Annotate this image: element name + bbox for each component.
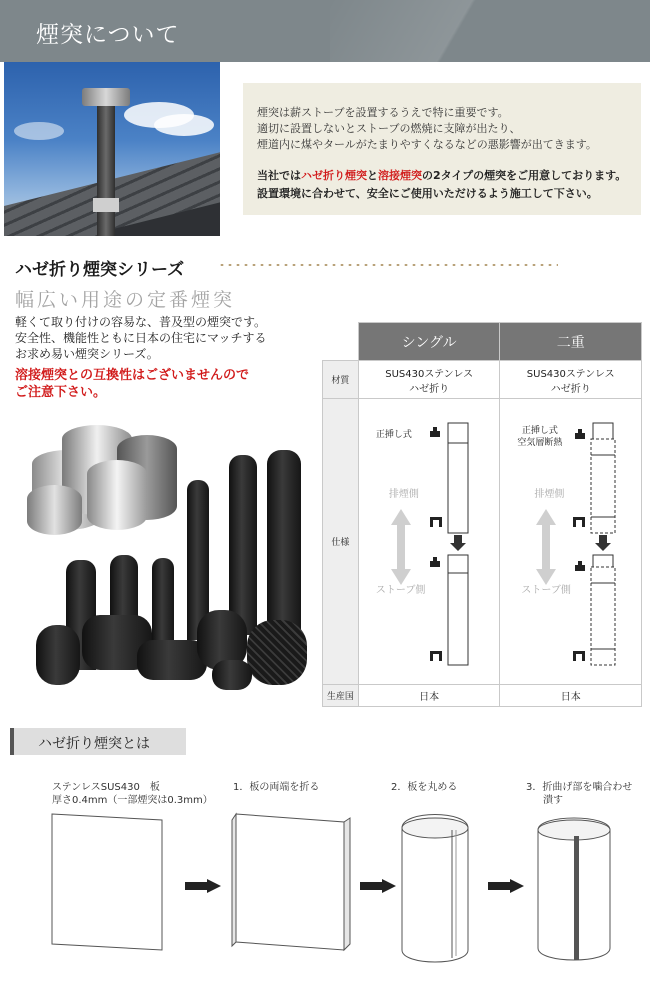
step-label-3: 3．折曲げ部を噛合わせ 潰す (526, 782, 633, 806)
process-illustrations (0, 800, 650, 970)
column-header-single: シングル (358, 323, 500, 361)
single-diagram: 正挿し式 排煙側 ストーブ側 (358, 399, 500, 685)
series-title: ハゼ折り煙突シリーズ (15, 260, 185, 280)
double-diagram: 正挿し式 空気層断熱 排煙側 ストーブ側 (500, 399, 642, 685)
step-label-0: ステンレスSUS430 板 厚さ0.4mm（一部煙突は0.3mm） (52, 782, 213, 806)
intro-strong-line: 当社ではハゼ折り煙突と溶接煙突の2タイプの煙突をご用意しております。 (257, 169, 627, 182)
row-label-origin: 生産国 (323, 685, 359, 707)
compatibility-warning: 溶接煙突との互換性はございませんので ご注意下さい。 (15, 368, 250, 400)
spec-table (322, 322, 642, 707)
folded-plate (236, 814, 344, 950)
column-header-double: 二重 (500, 323, 642, 361)
row-label-spec: 仕様 (323, 399, 359, 685)
closed-tube (538, 818, 610, 960)
origin-single: 日本 (358, 685, 500, 707)
series-subtitle: 幅広い用途の定番煙突 (15, 289, 236, 311)
intro-line: 適切に設置しないとストーブの燃焼に支障が出たり、 (257, 122, 521, 135)
row-label-material: 材質 (323, 361, 359, 399)
arrow-right-icon (360, 879, 398, 893)
material-double: SUS430ステンレス ハゼ折り (500, 361, 642, 399)
step-label-1: 1．板の両端を折る (233, 782, 320, 793)
dotted-divider (218, 264, 558, 266)
product-photo (22, 410, 322, 705)
series-description (15, 314, 267, 362)
material-single: SUS430ステンレス ハゼ折り (358, 361, 500, 399)
process-title: ハゼ折り煙突とは (38, 736, 150, 752)
chimney-photo (4, 62, 220, 236)
arrow-right-icon (488, 879, 526, 893)
step-label-2: 2．板を丸める (391, 782, 458, 793)
arrow-right-icon (185, 879, 223, 893)
origin-double: 日本 (500, 685, 642, 707)
intro-box (243, 83, 641, 215)
intro-strong-line-2: 設置環境に合わせて、安全にご使用いただけるよう施工して下さい。 (257, 187, 598, 200)
rolled-plate (402, 815, 468, 963)
intro-line: 煙突は薪ストーブを設置するうえで特に重要です。 (257, 106, 509, 119)
intro-line: 煙道内に煤やタールがたまりやすくなるなどの悪影響が出てきます。 (257, 138, 597, 151)
flat-plate (52, 814, 162, 950)
desc-line: 軽くて取り付けの容易な、普及型の煙突です。 (15, 315, 267, 329)
desc-line: 安全性、機能性ともに日本の住宅にマッチする (15, 331, 267, 345)
page-title: 煙突について (36, 22, 180, 48)
desc-line: お求め易い煙突シリーズ。 (15, 347, 159, 361)
